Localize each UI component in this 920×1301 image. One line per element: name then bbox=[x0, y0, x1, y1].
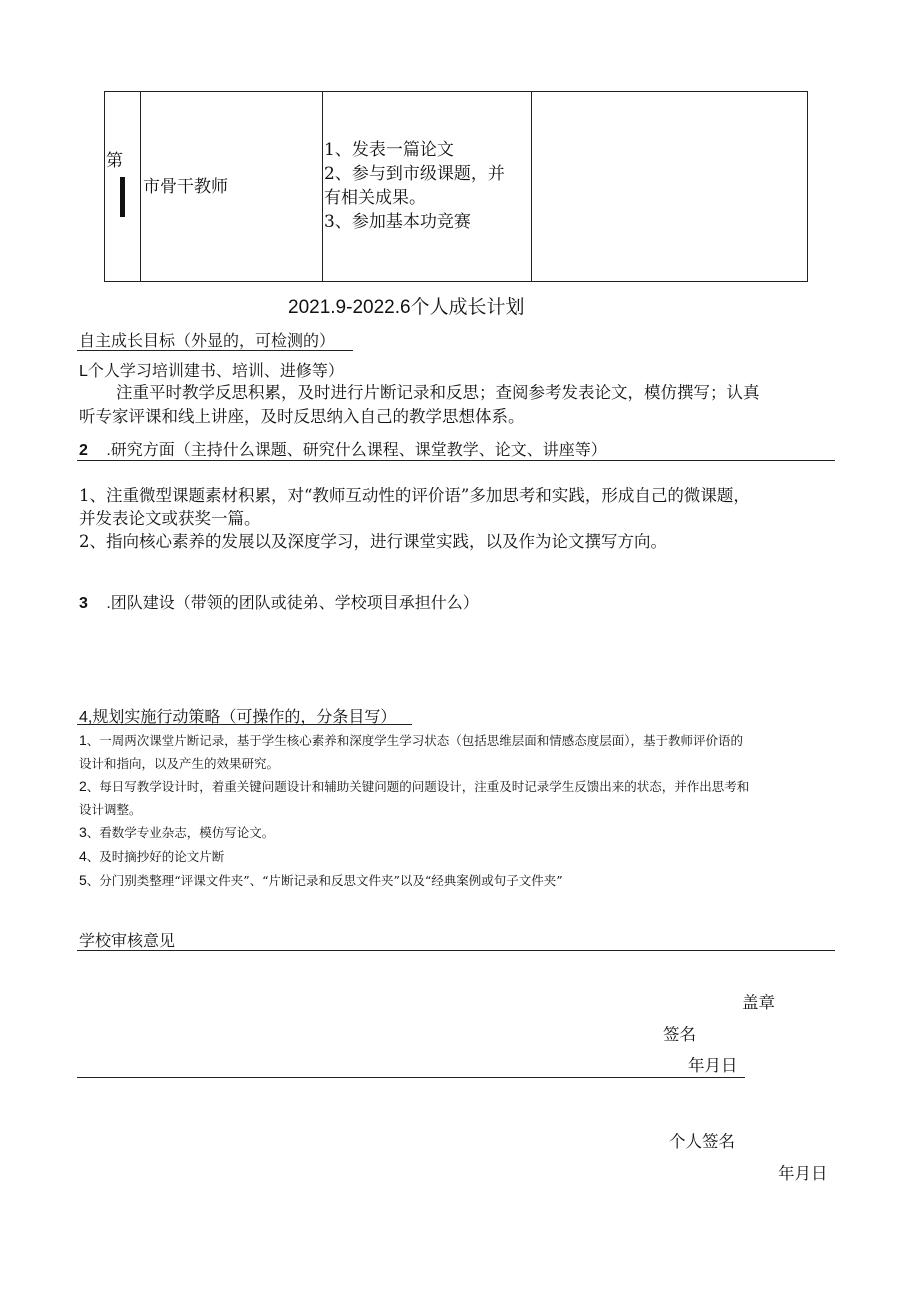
strategy-item bbox=[79, 729, 743, 752]
section2-underline bbox=[77, 460, 835, 461]
section2-line: 1、注重微型课题素材积累，对“教师互动性的评价语”多加思考和实践，形成自己的微课题， bbox=[79, 486, 750, 505]
section4-heading: 4,规划实施行动策略（可操作的，分条目写） bbox=[79, 709, 397, 726]
goal-line: 有相关成果。 bbox=[324, 188, 426, 208]
section3-heading bbox=[79, 590, 479, 613]
goal-line: 3、参加基本功竞赛 bbox=[324, 212, 471, 232]
section2-number: 2 bbox=[79, 442, 88, 459]
heading-underline bbox=[77, 350, 353, 351]
strategy-item bbox=[79, 845, 224, 868]
section3-number: 3 bbox=[79, 595, 88, 612]
strategy-text: 、及时摘抄好的论文片断 bbox=[86, 849, 225, 864]
strategy-text: 设计和指向，以及产生的效果研究。 bbox=[79, 756, 280, 771]
section1-heading: L个人学习培训建书、培训、进修等） bbox=[79, 363, 344, 380]
goal-table bbox=[104, 91, 808, 282]
section2-heading bbox=[79, 437, 607, 460]
strategy-item bbox=[79, 798, 142, 821]
strategy-item bbox=[79, 752, 279, 775]
strategy-number: 2 bbox=[79, 778, 87, 794]
goal-line: 1、发表一篇论文 bbox=[324, 140, 454, 160]
table-cell-stage: 第 bbox=[106, 151, 123, 171]
strategy-item bbox=[79, 869, 563, 892]
section2-line: 2、指向核心素养的发展以及深度学习，进行课堂实践，以及作为论文撰写方向。 bbox=[79, 532, 667, 551]
table-divider bbox=[322, 92, 323, 281]
section4-underline bbox=[77, 724, 412, 725]
table-divider bbox=[531, 92, 532, 281]
strategy-number: 3 bbox=[79, 824, 87, 840]
strategy-text: 、分门别类整理“评课文件夹”、“片断记录和反思文件夹”以及“经典案例或句子文件夹” bbox=[86, 873, 563, 888]
personal-sign-label: 个人签名 bbox=[669, 1132, 735, 1151]
review-heading: 学校审核意见 bbox=[79, 933, 176, 950]
strategy-text: 设计调整。 bbox=[79, 802, 142, 817]
section2-title: .研究方面（主持什么课题、研究什么课程、课堂教学、论文、讲座等） bbox=[106, 442, 607, 459]
strategy-item bbox=[79, 775, 749, 798]
section1-line: 听专家评课和线上讲座，及时反思纳入自己的教学思想体系。 bbox=[79, 407, 525, 426]
personal-date-label: 年月日 bbox=[778, 1164, 828, 1183]
strategy-text: 、看数学专业杂志，模仿写论文。 bbox=[86, 825, 275, 840]
strategy-number: 5 bbox=[79, 872, 87, 888]
review-date-label: 年月日 bbox=[688, 1056, 738, 1075]
review-underline bbox=[77, 950, 835, 951]
strategy-number: 4 bbox=[79, 848, 87, 864]
seal-label: 盖章 bbox=[742, 993, 775, 1012]
section2-line: 并发表论文或获奖一篇。 bbox=[79, 509, 261, 528]
section3-title: .团队建设（带领的团队或徒弟、学校项目承担什么） bbox=[106, 595, 479, 612]
vertical-mark bbox=[120, 177, 125, 217]
plan-title: 2021.9-2022.6个人成长计划 bbox=[288, 297, 525, 318]
goals-heading: 自主成长目标（外显的，可检测的） bbox=[79, 333, 336, 350]
section1-line: 注重平时教学反思积累，及时进行片断记录和反思；查阅参考发表论文，模仿撰写；认真 bbox=[116, 383, 760, 402]
strategy-number: 1 bbox=[79, 732, 87, 748]
strategy-text: 、一周两次课堂片断记录，基于学生核心素养和深度学生学习状态（包括思维层面和情感态度层面），基于教师评价语的 bbox=[86, 733, 744, 748]
table-cell-title: 市骨干教师 bbox=[143, 177, 228, 197]
strategy-item bbox=[79, 821, 274, 844]
table-divider bbox=[140, 92, 141, 281]
strategy-text: 、每日写教学设计时，着重关键问题设计和辅助关键问题的问题设计，注重及时记录学生反馈出来的状态，并作出思考和 bbox=[86, 779, 750, 794]
review-sign-label: 签名 bbox=[663, 1025, 696, 1044]
goal-line: 2、参与到市级课题，并 bbox=[324, 164, 505, 184]
review-signature-line bbox=[77, 1077, 745, 1078]
table-cell-goals bbox=[324, 138, 505, 234]
